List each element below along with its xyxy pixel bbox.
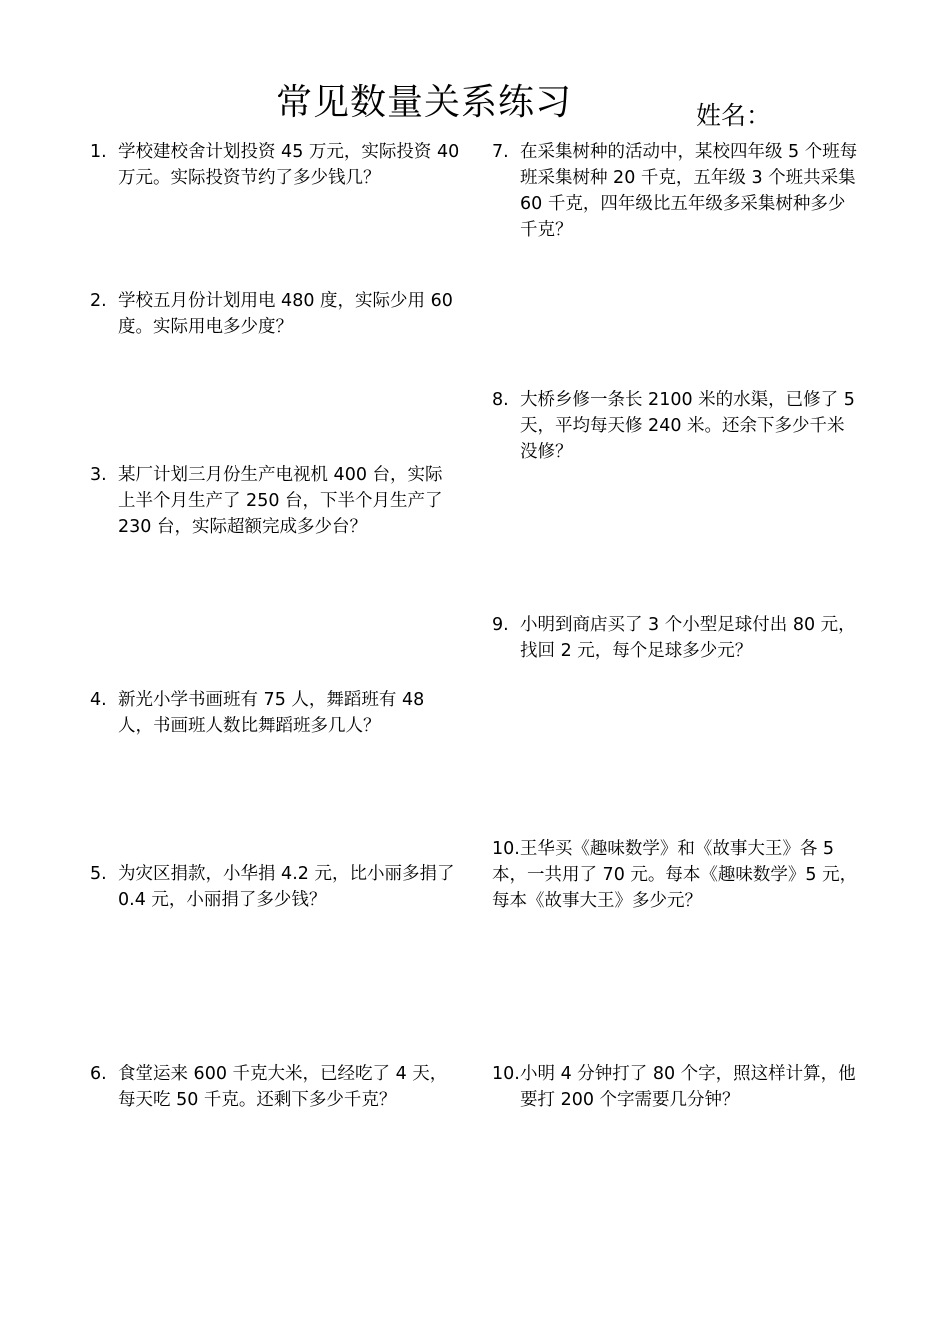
question-number: 2. <box>90 291 107 311</box>
question-number: 7. <box>492 142 509 162</box>
question-text: 在采集树种的活动中，某校四年级 5 个班每班采集树种 20 千克，五年级 3 个班共采集 60 千克，四年级比五年级多采集树种多少千克？ <box>520 142 858 240</box>
question-10a <box>492 836 862 914</box>
question-8 <box>492 387 862 465</box>
question-6 <box>90 1061 460 1113</box>
question-number: 4. <box>90 690 107 710</box>
question-text: 小明 4 分钟打了 80 个字，照这样计算，他要打 200 个字需要几分钟？ <box>520 1064 856 1110</box>
question-number: 1. <box>90 142 107 162</box>
question-body: 王华买《趣味数学》和《故事大王》各 5 本，一共用了 70 元。每本《趣味数学》5 元，每本《故事大王》多少元？ <box>492 839 858 911</box>
question-number: 10. <box>492 839 520 859</box>
question-1 <box>90 139 460 191</box>
question-7 <box>492 139 862 243</box>
question-number: 10. <box>492 1064 520 1084</box>
question-number: 5. <box>90 864 107 884</box>
question-text: 大桥乡修一条长 2100 米的水渠，已修了 5 天，平均每天修 240 米。还余下多少千米没修？ <box>520 390 855 462</box>
question-2 <box>90 288 460 340</box>
question-text: 小明到商店买了 3 个小型足球付出 80 元，找回 2 元，每个足球多少元？ <box>520 615 856 661</box>
question-3 <box>90 462 460 540</box>
question-5 <box>90 861 460 913</box>
question-text: 新光小学书画班有 75 人，舞蹈班有 48 人，书画班人数比舞蹈班多几人？ <box>118 690 425 736</box>
question-text: 学校五月份计划用电 480 度，实际少用 60 度。实际用电多少度？ <box>118 291 453 337</box>
question-text: 学校建校舍计划投资 45 万元，实际投资 40 万元。实际投资节约了多少钱几？ <box>118 142 460 188</box>
question-number: 3. <box>90 465 107 485</box>
question-4 <box>90 687 460 739</box>
question-9 <box>492 612 862 664</box>
question-text: 食堂运来 600 千克大米，已经吃了 4 天，每天吃 50 千克。还剩下多少千克？ <box>118 1064 448 1110</box>
name-label: 姓名： <box>696 101 772 130</box>
question-number: 9. <box>492 615 509 635</box>
question-text: 某厂计划三月份生产电视机 400 台，实际上半个月生产了 250 台，下半个月生产了 230 台，实际超额完成多少台？ <box>118 465 443 537</box>
question-text <box>492 836 862 914</box>
question-10b <box>492 1061 862 1113</box>
question-number: 8. <box>492 390 509 410</box>
question-text: 为灾区捐款，小华捐 4.2 元，比小丽多捐了 0.4 元，小丽捐了多少钱？ <box>118 864 455 910</box>
question-number: 6. <box>90 1064 107 1084</box>
page-title: 常见数量关系练习 <box>276 82 573 123</box>
